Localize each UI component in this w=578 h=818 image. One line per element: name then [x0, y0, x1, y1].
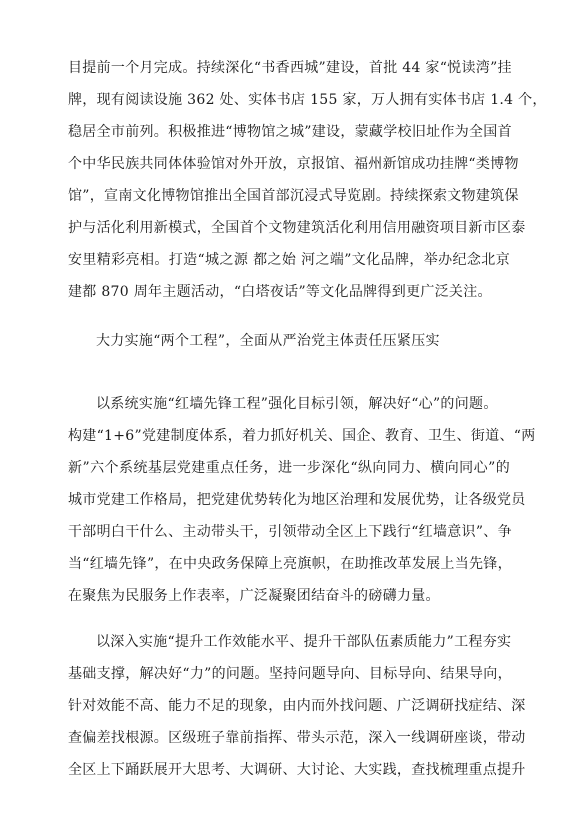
- section-heading: [68, 325, 510, 357]
- text-line: 构建“1+6”党建制度体系，着力抓好机关、国企、教育、卫生、街道、“两: [68, 428, 536, 444]
- text-line: 目提前一个月完成。持续深化“书香西城”建设，首批 44 家“悦读湾”挂: [68, 60, 512, 76]
- text-line: 牌，现有阅读设施 362 处、实体书店 155 家，万人拥有实体书店 1.4 个，: [68, 92, 547, 108]
- text-line: 新”六个系统基层党建重点任务，进一步深化“纵向同力、横向同心”的: [68, 460, 510, 476]
- text-line: 干部明白干什么、主动带头干，引领带动全区上下践行“红墙意识”、争: [68, 524, 512, 540]
- text-line: 查偏差找根源。区级班子靠前指挥、带头示范，深入一线调研座谈，带动: [68, 730, 526, 746]
- text-line: 在聚焦为民服务上作表率，广泛凝聚团结奋斗的磅礴力量。: [68, 588, 440, 604]
- text-line: 当“红墙先锋”，在中央政务保障上亮旗帜，在助推改革发展上当先锋，: [68, 556, 512, 572]
- text-line: 城市党建工作格局，把党建优势转化为地区治理和发展优势，让各级党员: [68, 492, 526, 508]
- paragraph-efficiency: [68, 626, 526, 786]
- text-line: 馆”，宣南文化博物馆推出全国首部沉浸式导览剧。持续探索文物建筑保: [68, 188, 519, 204]
- text-line: 建都 870 周年主题活动，“白塔夜话”等文化品牌得到更广泛关注。: [68, 284, 492, 300]
- text-line: 全区上下踊跃展开大思考、大调研、大讨论、大实践，查找梳理重点提升: [68, 762, 526, 778]
- text-line: 针对效能不高、能力不足的现象，由内而外找问题、广泛调研找症结、深: [68, 698, 526, 714]
- text-line: 以深入实施“提升工作效能水平、提升干部队伍素质能力”工程夯实: [96, 634, 512, 650]
- text-line: 基础支撑，解决好“力”的问题。坚持问题导向、目标导向、结果导向，: [68, 666, 512, 682]
- text-line: 稳居全市前列。积极推进“博物馆之城”建设，蒙藏学校旧址作为全国首: [68, 124, 512, 140]
- text-line: 安里精彩亮相。打造“城之源 都之始 河之端”文化品牌，举办纪念北京: [68, 252, 510, 268]
- paragraph-red-wall-pioneer: [68, 388, 536, 612]
- heading-text: 大力实施“两个工程”，全面从严治党主体责任压紧压实: [96, 333, 440, 349]
- text-line: 以系统实施“红墙先锋工程”强化目标引领，解决好“心”的问题。: [96, 396, 498, 412]
- paragraph-culture: [68, 52, 547, 308]
- text-line: 个中华民族共同体体验馆对外开放，京报馆、福州新馆成功挂牌“类博物: [68, 156, 519, 172]
- text-line: 护与活化利用新模式，全国首个文物建筑活化利用信用融资项目新市区泰: [68, 220, 526, 236]
